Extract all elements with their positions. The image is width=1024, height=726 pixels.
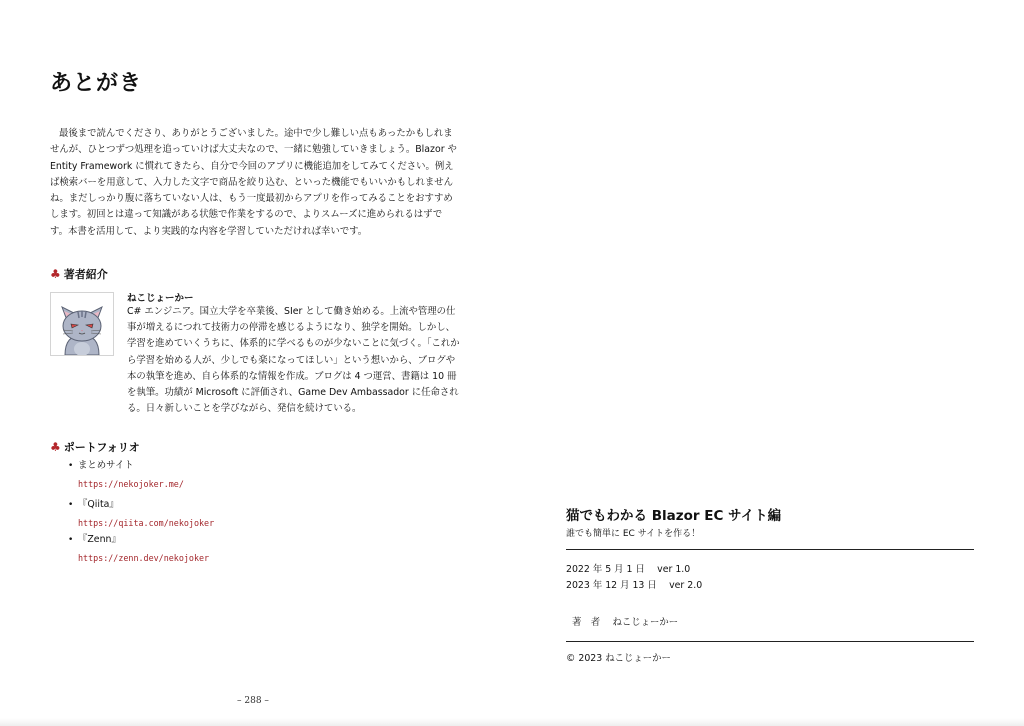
copyright: © 2023 ねこじょーかー [566,653,671,664]
cat-avatar-icon [50,292,114,356]
page-heading: あとがき [50,71,143,96]
viewer-bottom-edge [0,718,1024,726]
portfolio-link[interactable]: https://qiita.com/nekojoker [78,518,215,528]
author-credit: 著 者 ねこじょーかー [572,617,679,628]
list-item [68,532,448,565]
edition-line: 2022 年 5 月 1 日 ver 1.0 [566,564,691,575]
afterword-paragraph: 最後まで読んでくださり、ありがとうございました。途中で少し難しい点もあったかもしれませんが、ひとつずつ処理を追っていけば大丈夫なので、一緒に勉強していきましょう。Blazor や Entity Framework に慣れてきたら、自分で今回のアプリに機能追加をしてみてください。例えば検索バーを用意して、入力した文字で商品を絞り込む、といった機能でもいいかもしれませんね。まだしっかり腹に落ちていない人は、もう一度最初からアプリを作ってみることをおすすめします。初回とは違って知識がある状態で作業をするので、よりスムーズに進められるはずです。本書を活用して、より実践的な内容を学習していただければ幸いです。 [50,128,457,237]
portfolio-list [68,458,448,565]
divider [566,549,974,550]
left-page [50,0,460,726]
list-item [68,497,448,532]
club-icon: ♣ [50,440,61,454]
book-title: 猫でもわかる Blazor EC サイト編 [566,508,782,524]
book-subtitle: 誰でも簡単に EC サイトを作る！ [566,529,701,539]
portfolio-label: • 『Zenn』 [78,534,121,545]
list-item [68,458,448,497]
portfolio-link[interactable]: https://nekojoker.me/ [78,479,184,489]
author-section-title [50,266,108,282]
portfolio-section-title [50,439,140,455]
edition-line: 2023 年 12 月 13 日 ver 2.0 [566,580,703,591]
divider [566,641,974,642]
author-name: ねこじょーかー [127,293,194,304]
portfolio-link[interactable]: https://zenn.dev/nekojoker [78,553,210,563]
portfolio-label: • まとめサイト [78,460,134,471]
author-section-label: 著者紹介 [63,268,108,281]
author-bio: C# エンジニア。国立大学を卒業後、SIer として働き始める。上流や管理の仕事が増えるにつれて技術力の停滞を感じるようになり、独学を開始。しかし、学習を進めていくうちに、体系的に学べるものが少ないことに気づく。「これから学習を始める人が、少しでも楽になってほしい」という想いから、ブログや本の執筆を進め、自ら体系的な情報を作成。ブログは 4 つ運営、書籍は 10 冊を執筆。功績が Microsoft に評価され、Game Dev Ambassador に任命される。日々新しいことを学びながら、発信を続けている。 [127,306,460,415]
portfolio-section-label: ポートフォリオ [63,441,140,454]
club-icon: ♣ [50,267,61,281]
page-number: – 288 – [237,696,269,706]
portfolio-label: • 『Qiita』 [78,499,119,510]
